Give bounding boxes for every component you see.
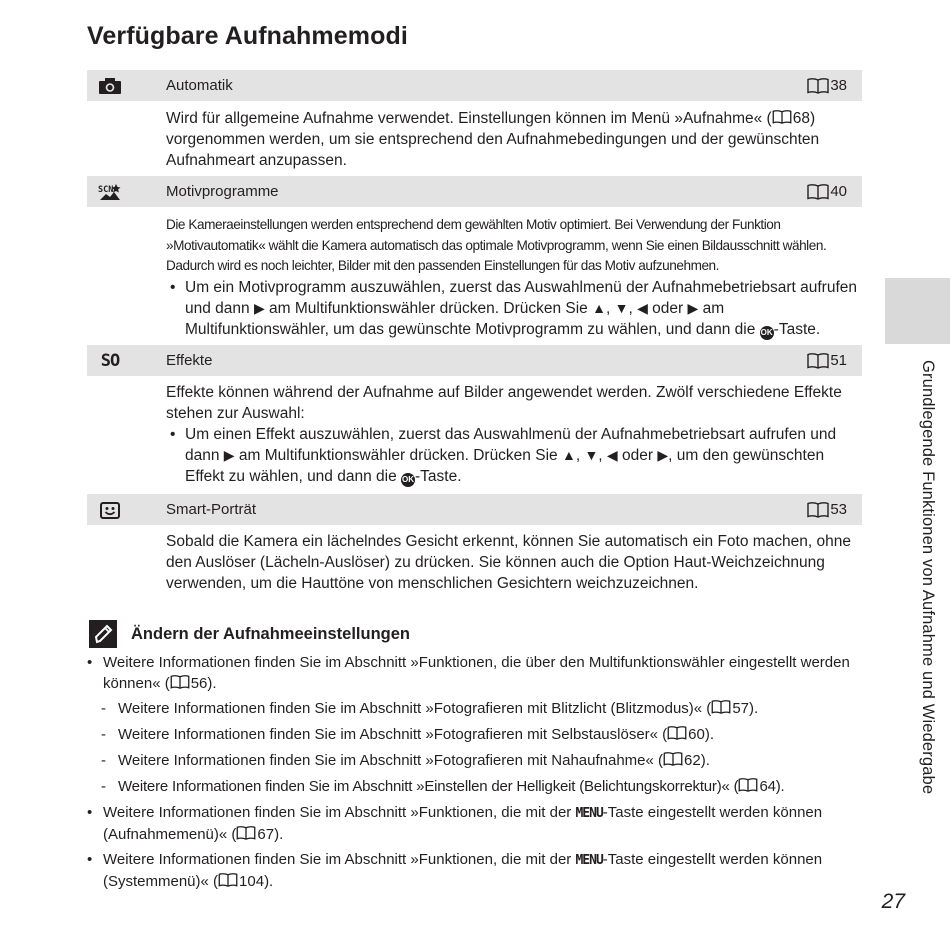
mode-name: Motivprogramme bbox=[166, 183, 279, 200]
page-reference[interactable]: 53 bbox=[807, 501, 847, 518]
pencil-note-icon bbox=[89, 620, 117, 648]
mode-row-automatik bbox=[87, 70, 862, 101]
note-subitem: - Weitere Informationen finden Sie im Abschnitt »Fotografieren mit Nahaufnahme« ( 62). bbox=[86, 750, 876, 771]
mode-description: Sobald die Kamera ein lächelndes Gesicht erkennt, können Sie automatisch ein Foto machen, ohne den Auslöser (Lächeln-Auslöser) zu drücken. Sie können auch die Option Haut-Weichzeichnung verwenden, um die Hauttöne von menschlichen Gesichtern weichzuzeichnen. bbox=[166, 533, 852, 592]
scene-icon bbox=[97, 181, 123, 203]
note-item: • Weitere Informationen finden Sie im Abschnitt »Funktionen, die über den Multifunktionswähler eingestellt werden können« ( 56). bbox=[86, 652, 876, 694]
mode-description: Die Kameraeinstellungen werden entsprechend dem gewählten Motiv optimiert. Bei Verwendung der Funktion »Motivautomatik« wählt die Kamera automatisch das optimale Motivprogramm, wenn Sie einen Bildausschnitt wählen. Dadurch wird es noch leichter, Bilder mit den passenden Einstellungen für das Motiv aufzunehmen. • Um ein Motivprogramm auszuwählen, zuerst das Auswahlmenü der Aufnahmebetriebsart aufrufen und dann ▶ am Multifunktionswähler drücken. Drücken Sie ▲, ▼, ◀ oder ▶ am Multifunktionswähler, um das gewünschte Motivprogramm zu wählen, und dann die OK-Taste. bbox=[166, 215, 860, 340]
menu-button-label: MENU bbox=[575, 806, 603, 821]
book-icon bbox=[807, 78, 829, 94]
book-icon bbox=[663, 752, 683, 766]
book-icon bbox=[772, 110, 792, 124]
note-item: • Weitere Informationen finden Sie im Abschnitt »Funktionen, die mit der MENU-Taste eingestellt werden können (Systemmenü)« ( 104). bbox=[86, 849, 876, 892]
bullet-item: • Um ein Motivprogramm auszuwählen, zuerst das Auswahlmenü der Aufnahmebetriebsart aufrufen und dann ▶ am Multifunktionswähler drücken. Drücken Sie ▲, ▼, ◀ oder ▶ am Multifunktionswähler, um das gewünschte Motivprogramm zu wählen, und dann die OK-Taste. bbox=[166, 277, 860, 340]
chapter-tab bbox=[885, 278, 950, 344]
smile-icon bbox=[97, 499, 123, 521]
book-icon bbox=[711, 700, 731, 714]
note-item: • Weitere Informationen finden Sie im Abschnitt »Funktionen, die mit der MENU-Taste eingestellt werden können (Aufnahmemenü)« ( 67). bbox=[86, 802, 876, 845]
mode-description: Effekte können während der Aufnahme auf Bilder angewendet werden. Zwölf verschiedene Effekte stehen zur Auswahl: • Um einen Effekt auszuwählen, zuerst das Auswahlmenü der Aufnahmebetriebsart aufrufen und dann ▶ am Multifunktionswähler drücken. Drücken Sie ▲, ▼, ◀ oder ▶, um den gewünschten Effekt zu wählen, und dann die OK-Taste. bbox=[166, 382, 860, 487]
bullet-item: • Um einen Effekt auszuwählen, zuerst das Auswahlmenü der Aufnahmebetriebsart aufrufen und dann ▶ am Multifunktionswähler drücken. Drücken Sie ▲, ▼, ◀ oder ▶, um den gewünschten Effekt zu wählen, und dann die OK-Taste. bbox=[166, 424, 860, 487]
mode-description: Wird für allgemeine Aufnahme verwendet. Einstellungen können im Menü »Aufnahme« ( 68) vorgenommen werden, um sie entsprechend den Aufnahmebedingungen und der gewünschten Aufnahmeart anzupassen. bbox=[166, 110, 820, 169]
mode-row-smart-portraet bbox=[87, 494, 862, 525]
book-icon bbox=[667, 726, 687, 740]
camera-icon bbox=[97, 75, 123, 97]
menu-button-label: MENU bbox=[575, 853, 603, 868]
svg-text:SCN: SCN bbox=[98, 185, 114, 195]
mode-name: Automatik bbox=[166, 77, 233, 94]
note-subitem: - Weitere Informationen finden Sie im Abschnitt »Einstellen der Helligkeit (Belichtungskorrektur)« ( 64). bbox=[86, 776, 876, 797]
effects-icon: SO bbox=[100, 351, 120, 371]
book-icon bbox=[236, 826, 256, 840]
ok-button-icon: OK bbox=[760, 326, 774, 340]
book-icon bbox=[807, 184, 829, 200]
book-icon bbox=[807, 502, 829, 518]
page-reference[interactable]: 40 bbox=[807, 183, 847, 200]
page-reference[interactable]: 38 bbox=[807, 77, 847, 94]
note-title: Ändern der Aufnahmeeinstellungen bbox=[131, 625, 411, 643]
book-icon bbox=[218, 873, 238, 887]
page-reference[interactable]: 51 bbox=[807, 352, 847, 369]
book-icon bbox=[807, 353, 829, 369]
book-icon bbox=[170, 675, 190, 689]
ok-button-icon: OK bbox=[401, 473, 415, 487]
page-title: Verfügbare Aufnahmemodi bbox=[87, 22, 408, 50]
note-subitem: - Weitere Informationen finden Sie im Abschnitt »Fotografieren mit Blitzlicht (Blitzmodus)« ( 57). bbox=[86, 698, 876, 719]
mode-name: Effekte bbox=[166, 352, 213, 369]
page-number: 27 bbox=[881, 890, 905, 913]
mode-row-motivprogramme bbox=[87, 176, 862, 207]
note-subitem: - Weitere Informationen finden Sie im Abschnitt »Fotografieren mit Selbstauslöser« ( 60). bbox=[86, 724, 876, 745]
note-list bbox=[86, 652, 876, 896]
mode-name: Smart-Porträt bbox=[166, 501, 257, 518]
chapter-title: Grundlegende Funktionen von Aufnahme und Wiedergabe bbox=[919, 360, 937, 795]
mode-row-effekte bbox=[87, 345, 862, 376]
book-icon bbox=[738, 778, 758, 792]
